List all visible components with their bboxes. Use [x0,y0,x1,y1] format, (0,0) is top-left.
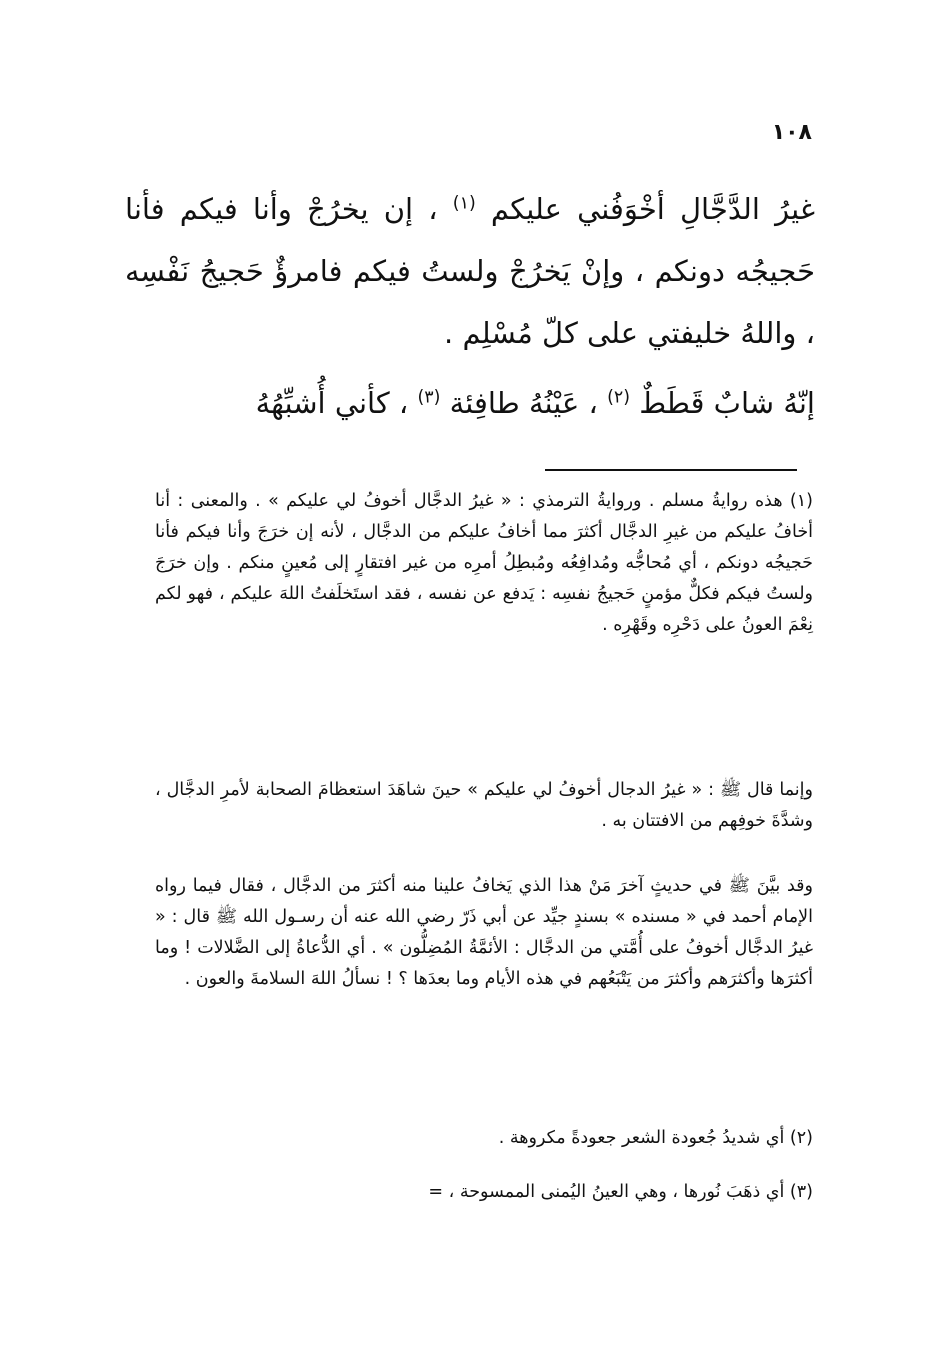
footnote-1-paragraph-3: وقد بيَّنَ ﷺ في حديثٍ آخرَ مَنْ هذا الذي يَخافُ علينا منه أكثرَ من الدجَّال ، فقال فيما رواه الإمام أحمد في « مسنده » بسندٍ جيِّد عن أبي ذَرّ رضي الله عنه أن رسـول الله ﷺ قال : « غيرُ الدجَّال أخوفُ على أُمَّتي من الدجَّال : الأئمَّةُ المُضِلُّون » . أي الدُّعاةُ إلى الضَّلالات ! وما أكثرَها وأكثرَهم وأكثرَ من يَتْبَعُهم في هذه الأيام وما بعدَها ؟ ! نسألُ اللهَ السلامةَ والعون . [155,876,813,989]
hadith-text-part: ، عَيْنُهُ طافِئة [449,386,598,420]
footnote-2: (٢) أي شديدُ جُعودة الشعر جعودةً مكروهة . [498,1128,813,1148]
hadith-text-part: إنّهُ شابٌ قَطَطٌ [639,386,815,420]
page-number: ١٠٨ [771,120,812,145]
footnote-1: (١) هذه روايةُ مسلم . وروايةُ الترمذي : « غيرُ الدجَّال أخوفُ لي عليكم » . والمعنى : أنا أخافُ عليكم من غيرِ الدجَّال أكثرَ مما أخافُ عليكم من الدجَّال ، لأنه إن خرَجَ وأنا فيكم فأنا حَجيجُه دونكم ، أي مُحاجُّه ومُدافِعُه ومُبطِلُ أمرِه من غير افتقارٍ إلى مُعينٍ منكم . وإن خرَجَ ولستُ فيكم فكلٌّ مؤمنٍ حَجيجُ نفسِه : يَدفع عن نفسه ، فقد استَخلَفتُ اللهَ عليكم ، فهو لكم نِعْمَ العونُ على دَحْرِه وقَهْرِه . [155,491,813,635]
footnote-1-paragraph-2: وإنما قال ﷺ : « غيرُ الدجال أخوفُ لي عليكم » حينَ شاهَدَ استعظامَ الصحابة لأمرِ الدجَّال ، وشدَّةَ خوفِهم من الافتتان به . [155,780,813,831]
hadith-paragraph-1 [125,178,815,364]
hadith-text-part: ، كأني أُشبِّهُهُ [255,386,409,420]
footnote-divider [545,469,797,471]
hadith-text-part: غيرُ الدَّجَّالِ أخْوَفُني عليكم [490,192,816,226]
footnote-3: (٣) أي ذهَبَ نُورها ، وهي العينُ اليُمنى الممسوحة ، = [428,1182,813,1202]
footnote-ref-3[interactable]: (٣) [417,387,441,408]
hadith-paragraph-2 [125,372,815,434]
hadith-text-part: ، إن يخرُجْ وأنا فيكم فأنا حَجيجُه دونكم ، وإنْ يَخرُجْ ولستُ فيكم فامرؤٌ حَجيجُ نَفْسِه ، واللهُ خليفتي على كلّ مُسْلِم . [125,192,815,350]
footnote-ref-1[interactable]: (١) [452,193,476,214]
footnote-ref-2[interactable]: (٢) [607,387,631,408]
